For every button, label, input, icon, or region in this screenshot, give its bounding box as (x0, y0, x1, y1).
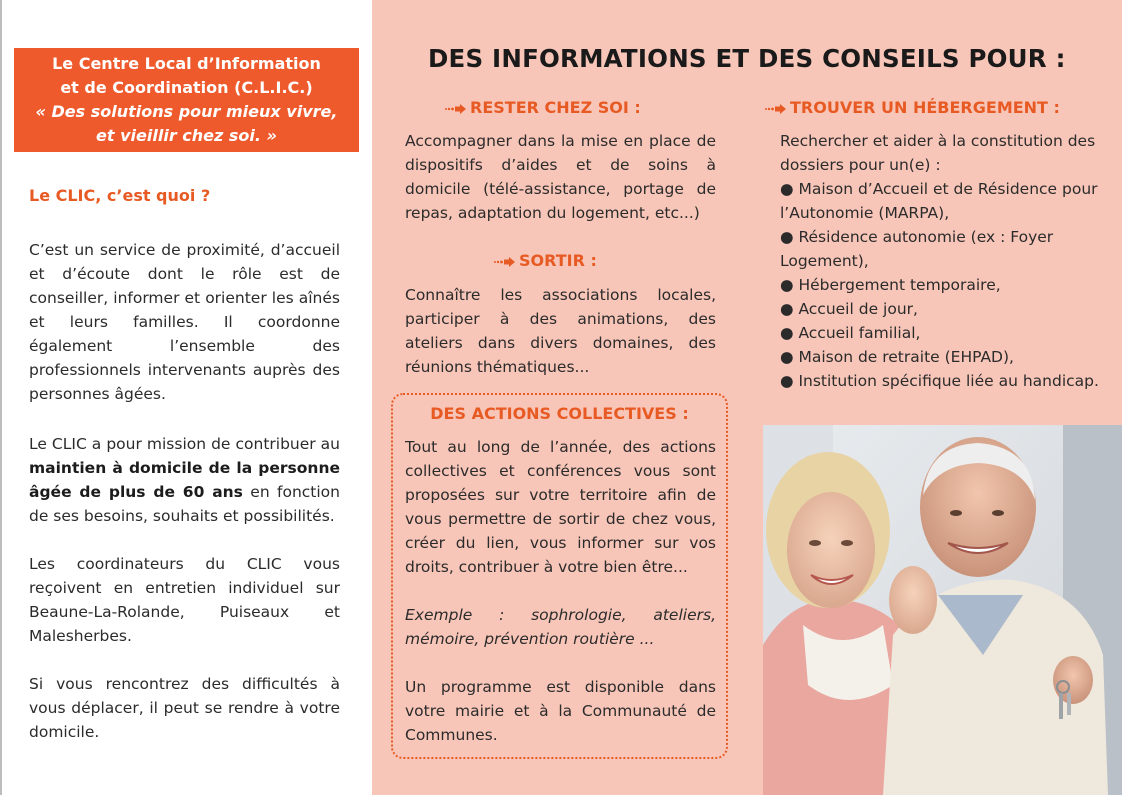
header-line-2: et de Coordination (C.L.I.C.) (60, 78, 313, 97)
list-item: ● Maison de retraite (EHPAD), (780, 348, 1014, 366)
list-item: ● Résidence autonomie (ex : Foyer Logement), (780, 228, 1054, 270)
actions-paragraph: Tout au long de l’année, des actions collectives et conférences vous sont proposées sur votre territoire afin de vous permettre de sortir de chez vous, créer du lien, vous informer sur vos droits, contribuer à votre bien être... (405, 438, 716, 576)
elderly-couple-photo (763, 425, 1122, 795)
clic-home-visit-paragraph: Si vous rencontrez des difficultés à vous déplacer, il peut se rendre à votre domicile. (29, 675, 340, 741)
list-item: ● Maison d’Accueil et de Résidence pour l’Autonomie (MARPA), (780, 180, 1098, 222)
clic-mission-paragraph (29, 432, 340, 528)
arrow-icon (493, 252, 515, 271)
list-item: ● Hébergement temporaire, (780, 276, 1001, 294)
list-item: ● Accueil familial, (780, 324, 921, 342)
header-tagline-2: et vieillir chez soi. » (96, 126, 277, 145)
header-tagline-1: « Des solutions pour mieux vivre, (35, 102, 338, 121)
rester-heading (444, 98, 641, 118)
hebergement-list (780, 129, 1100, 393)
mission-text-end: en fonction de ses besoins, souhaits et possibilités. (29, 483, 340, 525)
sortir-paragraph: Connaître les associations locales, participer à des animations, des ateliers dans divers domaines, des réunions thématiques... (405, 286, 716, 376)
sortir-heading-label: SORTIR : (519, 251, 597, 270)
main-title: DES INFORMATIONS ET DES CONSEILS POUR : (428, 44, 1066, 73)
actions-example: Exemple : sophrologie, ateliers, mémoire, prévention routière ... (405, 606, 716, 648)
actions-program: Un programme est disponible dans votre mairie et à la Communauté de Communes. (405, 678, 716, 744)
hebergement-intro: Rechercher et aider à la constitution des dossiers pour un(e) : (780, 132, 1096, 174)
clic-description-paragraph: C’est un service de proximité, d’accueil et d’écoute dont le rôle est de conseiller, informer et orienter les aînés et leurs familles. Il coordonne également l’ensemble des professionnels intervenants auprès des personnes âgées. (29, 241, 340, 403)
header-line-1: Le Centre Local d’Information (52, 54, 321, 73)
clic-header-box (14, 48, 359, 152)
clic-what-heading: Le CLIC, c’est quoi ? (29, 186, 211, 205)
hebergement-heading-label: TROUVER UN HÉBERGEMENT : (790, 98, 1060, 117)
hebergement-heading (764, 98, 1060, 118)
fold-line (0, 0, 2, 795)
list-item: ● Institution spécifique liée au handicap. (780, 372, 1099, 390)
clic-coordinators-paragraph: Les coordinateurs du CLIC vous reçoivent en entretien individuel sur Beaune-La-Rolande, Puiseaux et Malesherbes. (29, 555, 340, 645)
list-item: ● Accueil de jour, (780, 300, 918, 318)
arrow-icon (764, 99, 786, 118)
mission-text-start: Le CLIC a pour mission de contribuer au (29, 435, 340, 453)
arrow-icon (444, 99, 466, 118)
mission-highlight: maintien à domicile de la personne âgée de plus de 60 ans (29, 459, 340, 501)
sortir-heading (493, 251, 597, 271)
actions-heading: DES ACTIONS COLLECTIVES : (430, 404, 689, 423)
rester-heading-label: RESTER CHEZ SOI : (470, 98, 641, 117)
rester-paragraph: Accompagner dans la mise en place de dispositifs d’aides et de soins à domicile (télé-assistance, portage de repas, adaptation du logement, etc...) (405, 132, 716, 222)
